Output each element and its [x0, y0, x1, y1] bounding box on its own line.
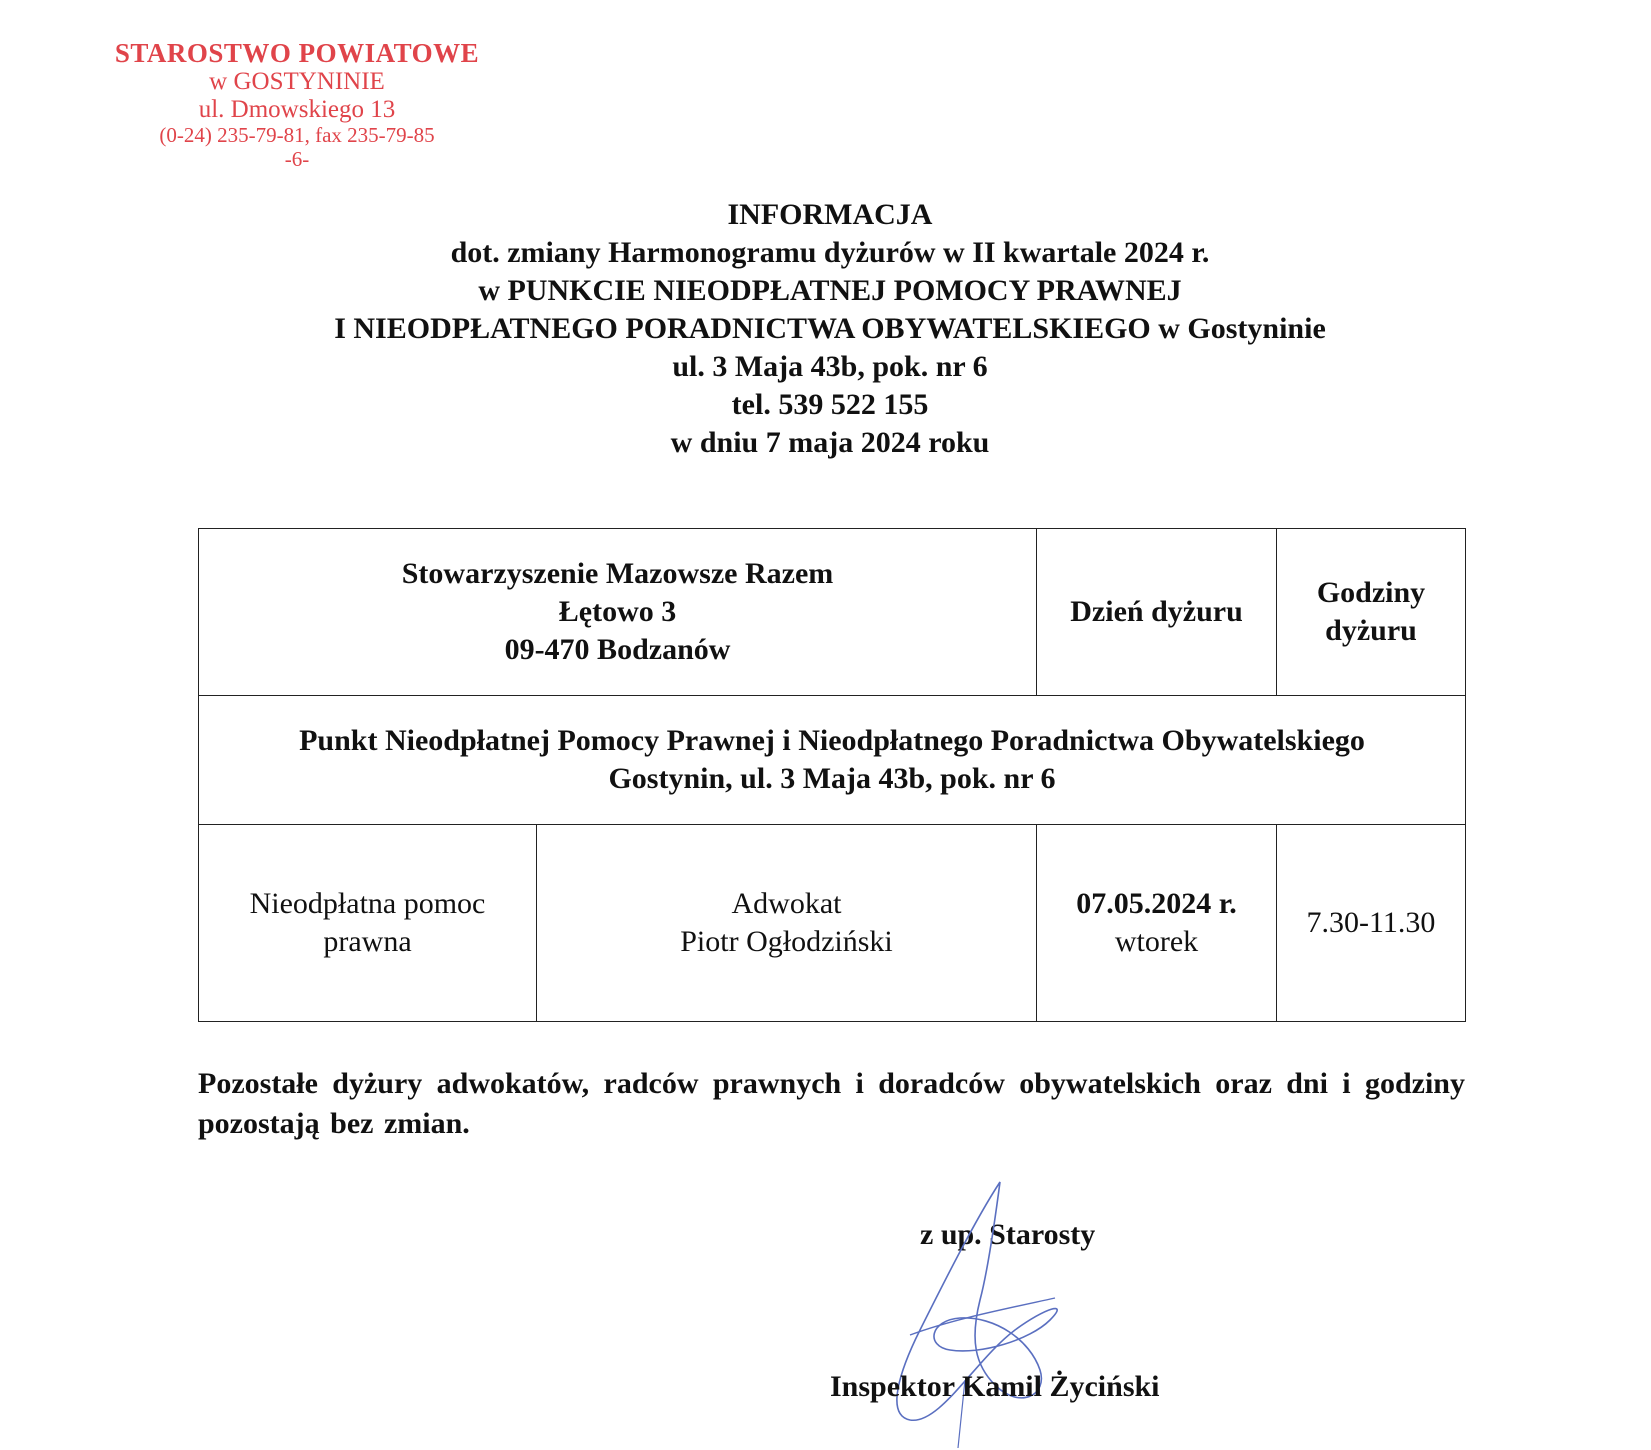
handwritten-signature-icon: [880, 1180, 1090, 1450]
hours-header-cell: [1277, 529, 1466, 696]
service-cell: [199, 825, 537, 1022]
heading-title: INFORMACJA: [727, 198, 933, 231]
organization-name: Stowarzyszenie Mazowsze Razem: [401, 557, 834, 590]
on-behalf-label: z up. Starosty: [920, 1218, 1096, 1251]
point-cell: [199, 696, 1466, 825]
heading-point-line-2: I NIEODPŁATNEGO PORADNICTWA OBYWATELSKIEGO w Gostyninie: [334, 312, 1326, 345]
signer-name: Inspektor Kamil Życiński: [830, 1370, 1160, 1403]
service-line-2: prawna: [323, 925, 412, 958]
stamp-line-2: w GOSTYNINIE: [209, 68, 385, 96]
point-address: Gostynin, ul. 3 Maja 43b, pok. nr 6: [608, 762, 1056, 795]
heading-address: ul. 3 Maja 43b, pok. nr 6: [672, 350, 988, 383]
organization-street: Łętowo 3: [558, 595, 677, 628]
service-line-1: Nieodpłatna pomoc: [249, 887, 486, 920]
heading-subject: dot. zmiany Harmonogramu dyżurów w II kwartale 2024 r.: [450, 236, 1210, 269]
person-cell: [537, 825, 1037, 1022]
person-role: Adwokat: [731, 887, 842, 920]
date-cell: [1037, 825, 1277, 1022]
point-row: [199, 696, 1466, 825]
stamp-line-3: ul. Dmowskiego 13: [198, 96, 396, 124]
table-row: [199, 825, 1466, 1022]
stamp-line-4: (0-24) 235-79-81, fax 235-79-85: [159, 123, 435, 148]
day-header-cell: [1037, 529, 1277, 696]
day-header: Dzień dyżuru: [1070, 595, 1243, 628]
duty-date: 07.05.2024 r.: [1076, 887, 1237, 920]
stamp-line-5: -6-: [284, 146, 310, 171]
schedule-table: [198, 528, 1466, 1022]
person-name: Piotr Ogłodziński: [680, 925, 893, 958]
hours-header-line-2: dyżuru: [1325, 614, 1417, 647]
closing-note: Pozostałe dyżury adwokatów, radców prawnych i doradców obywatelskich oraz dni i godziny pozostają bez zmian.: [198, 1067, 1465, 1140]
hours-cell: [1277, 825, 1466, 1022]
signature-flourish: [910, 1298, 1055, 1335]
office-stamp: [112, 38, 482, 171]
organization-cell: [199, 529, 1037, 696]
heading-point-line-1: w PUNKCIE NIEODPŁATNEJ POMOCY PRAWNEJ: [478, 274, 1182, 307]
duty-hours: 7.30-11.30: [1306, 906, 1436, 939]
point-name: Punkt Nieodpłatnej Pomocy Prawnej i Nieodpłatnego Poradnictwa Obywatelskiego: [299, 724, 1365, 757]
hours-header-line-1: Godziny: [1316, 576, 1426, 609]
stamp-line-1: STAROSTWO POWIATOWE: [114, 38, 480, 68]
duty-weekday: wtorek: [1114, 925, 1199, 958]
table-header-row: [199, 529, 1466, 696]
organization-city: 09-470 Bodzanów: [504, 633, 731, 666]
document-heading: [200, 196, 1460, 462]
heading-phone: tel. 539 522 155: [731, 388, 929, 421]
heading-date: w dniu 7 maja 2024 roku: [670, 426, 990, 459]
